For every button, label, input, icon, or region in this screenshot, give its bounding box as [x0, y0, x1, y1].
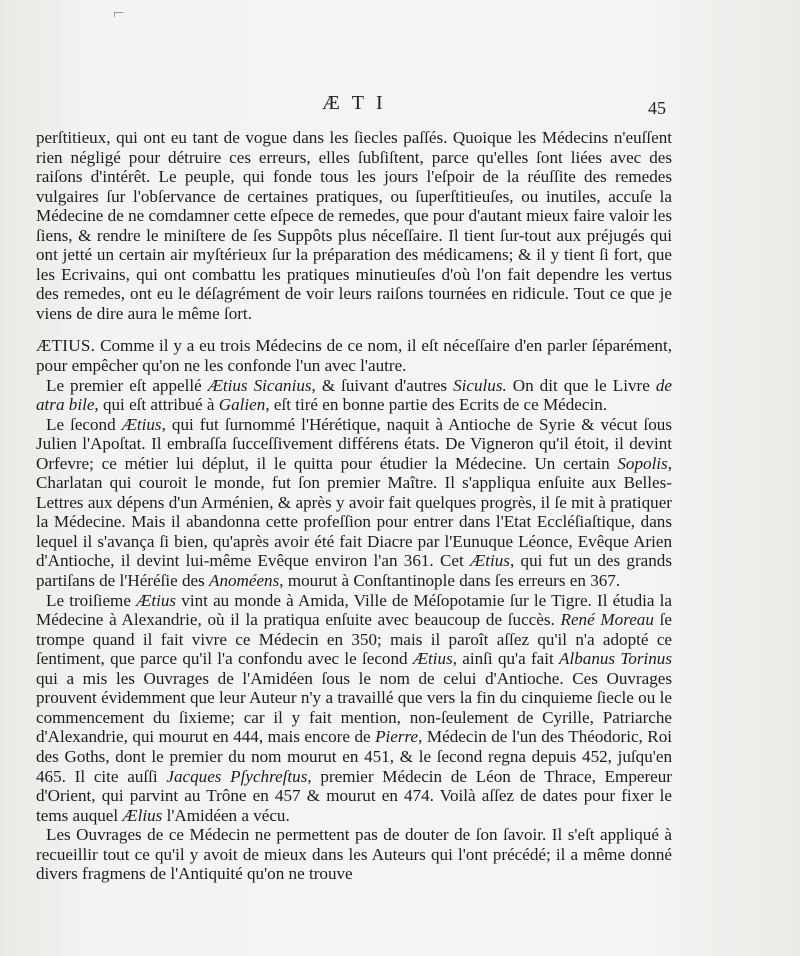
italic-name: Ælius: [122, 805, 163, 825]
italic-name: Galien: [218, 395, 266, 415]
italic-name: Anoméens: [209, 571, 280, 591]
paragraph: [36, 825, 672, 884]
running-title: ÆTI: [322, 92, 395, 114]
body-text: [36, 128, 672, 884]
text-run: Le ſecond: [46, 414, 122, 434]
text-run: qui a mis les Ouvrages de l'Amidéen ſous le nom de celui d'Antioche. Ces Ouvrages prouvent évidemment que leur Auteur n'y a travaillé que vers la fin du cinquieme ſiecle ou le commencement du ſixieme; car il y fait mention, non-ſeulement de Cyrille, Patriarche d'Alexandrie, qui mourut en 444, mais encore de: [36, 668, 672, 747]
italic-name: Jacques Pſychreſtus: [166, 766, 308, 786]
paragraph: [36, 128, 672, 323]
italic-name: Ætius Sicanius: [207, 375, 312, 395]
text-run: Comme il y a eu trois Médecins de ce nom, il eſt néceſſaire d'en parler ſéparément, pour empêcher qu'on ne les confonde l'un avec l'autre.: [36, 336, 672, 376]
page-number: 45: [648, 98, 666, 118]
text-run: , Charlatan qui couroit le monde, fut ſon premier Maître. Il s'appliqua enſuite aux Belles-Lettres aux dépens d'un Arménien, & après y avoir fait quelques progrès, il ſe mit à pratiquer la Médecine. Mais il abandonna cette profeſſion pour entrer dans l'Etat Eccléſiaſtique, dans lequel il s'avança ſi bien, qu'après avoir été fait Diacre par l'Eunuque Léonce, Evêque Arien d'Antioche, il devint lui-même Evêque environ l'an 361. Cet: [36, 453, 672, 571]
italic-name: Sopolis: [617, 453, 668, 473]
italic-name: Ætius: [470, 551, 510, 571]
italic-name: René Moreau: [560, 610, 654, 630]
text-run: , premier Médecin de Léon de Thrace, Empereur d'Orient, qui parvint au Trône en 457 & mourut en 474. Voilà aſſez de dates pour fixer le tems auquel: [36, 766, 672, 825]
italic-name: Albanus Torinus: [559, 649, 672, 669]
entry-headword: ÆTIUS.: [36, 336, 96, 356]
paragraph: [36, 376, 672, 415]
text-run: l'Amidéen a vécu.: [162, 805, 290, 825]
text-run: Le troiſieme: [46, 590, 137, 610]
text-run: , Médecin de l'un des Théodoric, Roi des Goths, dont le premier du nom mourut en 451, & le ſecond regna depuis 452, juſqu'en 465. Il cite auſſi: [36, 727, 673, 786]
text-run: , mourut à Conſtantinople dans ſes erreurs en 367.: [279, 571, 621, 591]
text-run: , qui fut ſurnommé l'Hérétique, naquit à Antioche de Syrie & vécut ſous Julien l'Apoſtat. Il embraſſa ſucceſſivement différens états. De Vigneron qu'il étoit, il devint Orfevre; ce métier lui déplut, il le quitta pour étudier la Médecine. Un certain: [36, 414, 672, 473]
page-header: [0, 92, 800, 118]
paragraph: [36, 415, 672, 591]
text-run: On dit que le Livre: [506, 375, 656, 395]
text-run: , qui fut un des grands partiſans de l'Héréſie des: [36, 551, 672, 591]
paragraph: [36, 591, 672, 826]
paragraph: [36, 336, 672, 375]
text-run: , & ſuivant d'autres: [311, 375, 454, 395]
text-run: ſe trompe quand il fait vivre ce Médecin en 350; mais il paroît aſſez qu'il n'a adopté ce ſentiment, que parce qu'il l'a confondu avec le ſecond: [36, 610, 672, 669]
text-run: Le premier eſt appellé: [46, 375, 208, 395]
italic-name: Siculus.: [453, 375, 507, 395]
italic-name: Ætius: [136, 590, 177, 610]
text-run: perſtitieux, qui ont eu tant de vogue dans les ſiecles paſſés. Quoique les Médecins n'euſſent rien négligé pour détruire ces erreurs, elles ſubſiſtent, parce qu'elles ſont liées avec des raiſons d'intérêt. Le peuple, qui fonde tous les jours l'eſpoir de la réuſſite des remedes vulgaires ſur l'obſervance de certaines pratiques, ou ſuperſtitieuſes, ou inutiles, accuſe la Médecine de ne comdamner cette eſpece de remedes, que pour d'autant mieux faire valoir les ſiens, & rendre le miniſtere de ſes Suppôts plus néceſſaire. Il tient ſur-tout aux préjugés qui ont jetté un certain air myſtérieux ſur la préparation des médicamens; & il y tient ſi fort, que les Ecrivains, qui ont combattu les pratiques minutieuſes d'où l'on fait dependre les vertus des remedes, ont eu le déſagrément de voir leurs raiſons tournées en ridicule. Tout ce que je viens de dire aura le même ſort.: [36, 128, 672, 323]
italic-name: Ætius: [121, 414, 162, 434]
text-run: Les Ouvrages de ce Médecin ne permettent pas de douter de ſon ſavoir. Il s'eſt appliqué à recueillir tout ce qu'il y avoit de mieux dans les Auteurs qui l'ont précédé; il a même donné divers fragmens de l'Antiquité qu'on ne trouve: [36, 825, 672, 884]
text-run: , qui eſt attribué à: [94, 395, 219, 415]
text-run: vint au monde à Amida, Ville de Méſopotamie ſur le Tigre. Il étudia la Médecine à Alexandrie, où il la pratiqua enſuite avec beaucoup de ſuccès.: [36, 590, 672, 630]
italic-name: de atra bile: [36, 375, 672, 415]
text-run: , eſt tiré en bonne partie des Ecrits de ce Médecin.: [265, 395, 608, 415]
italic-name: Pierre: [375, 727, 419, 747]
italic-name: Ætius: [412, 649, 453, 669]
text-run: , ainſi qu'a fait: [452, 649, 560, 669]
pencil-mark: ⌐: [113, 2, 125, 24]
